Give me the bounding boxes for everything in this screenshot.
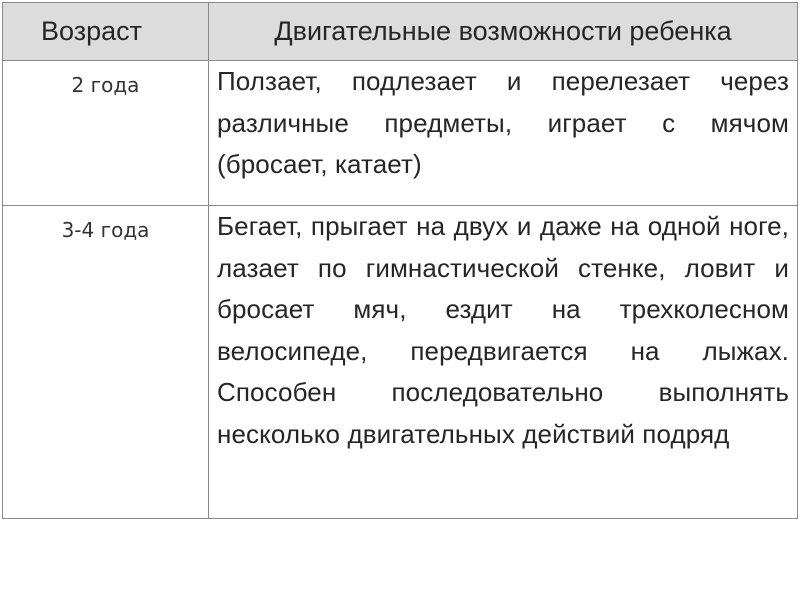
table-body [3,61,798,519]
header-motor-abilities: Двигательные возможности ребенка [209,3,798,61]
header-row [3,3,798,61]
description-cell: Бегает, прыгает на двух и даже на одной ноге, лазает по гимнастической стенке, ловит и бросает мяч, ездит на трехколесном велосипеде, передвигается на лыжах. Способен последовательно выполнять несколько двигательных действий подряд [209,206,798,519]
age-cell: 2 года [3,61,209,206]
header-age: Возраст [3,3,209,61]
age-cell: 3-4 года [3,206,209,519]
table-row [3,61,798,206]
description-cell: Ползает, подлезает и перелезает через различные предметы, играет с мячом (бросает, катает) [209,61,798,206]
motor-skills-table [2,2,798,519]
table-row [3,206,798,519]
table-header [3,3,798,61]
